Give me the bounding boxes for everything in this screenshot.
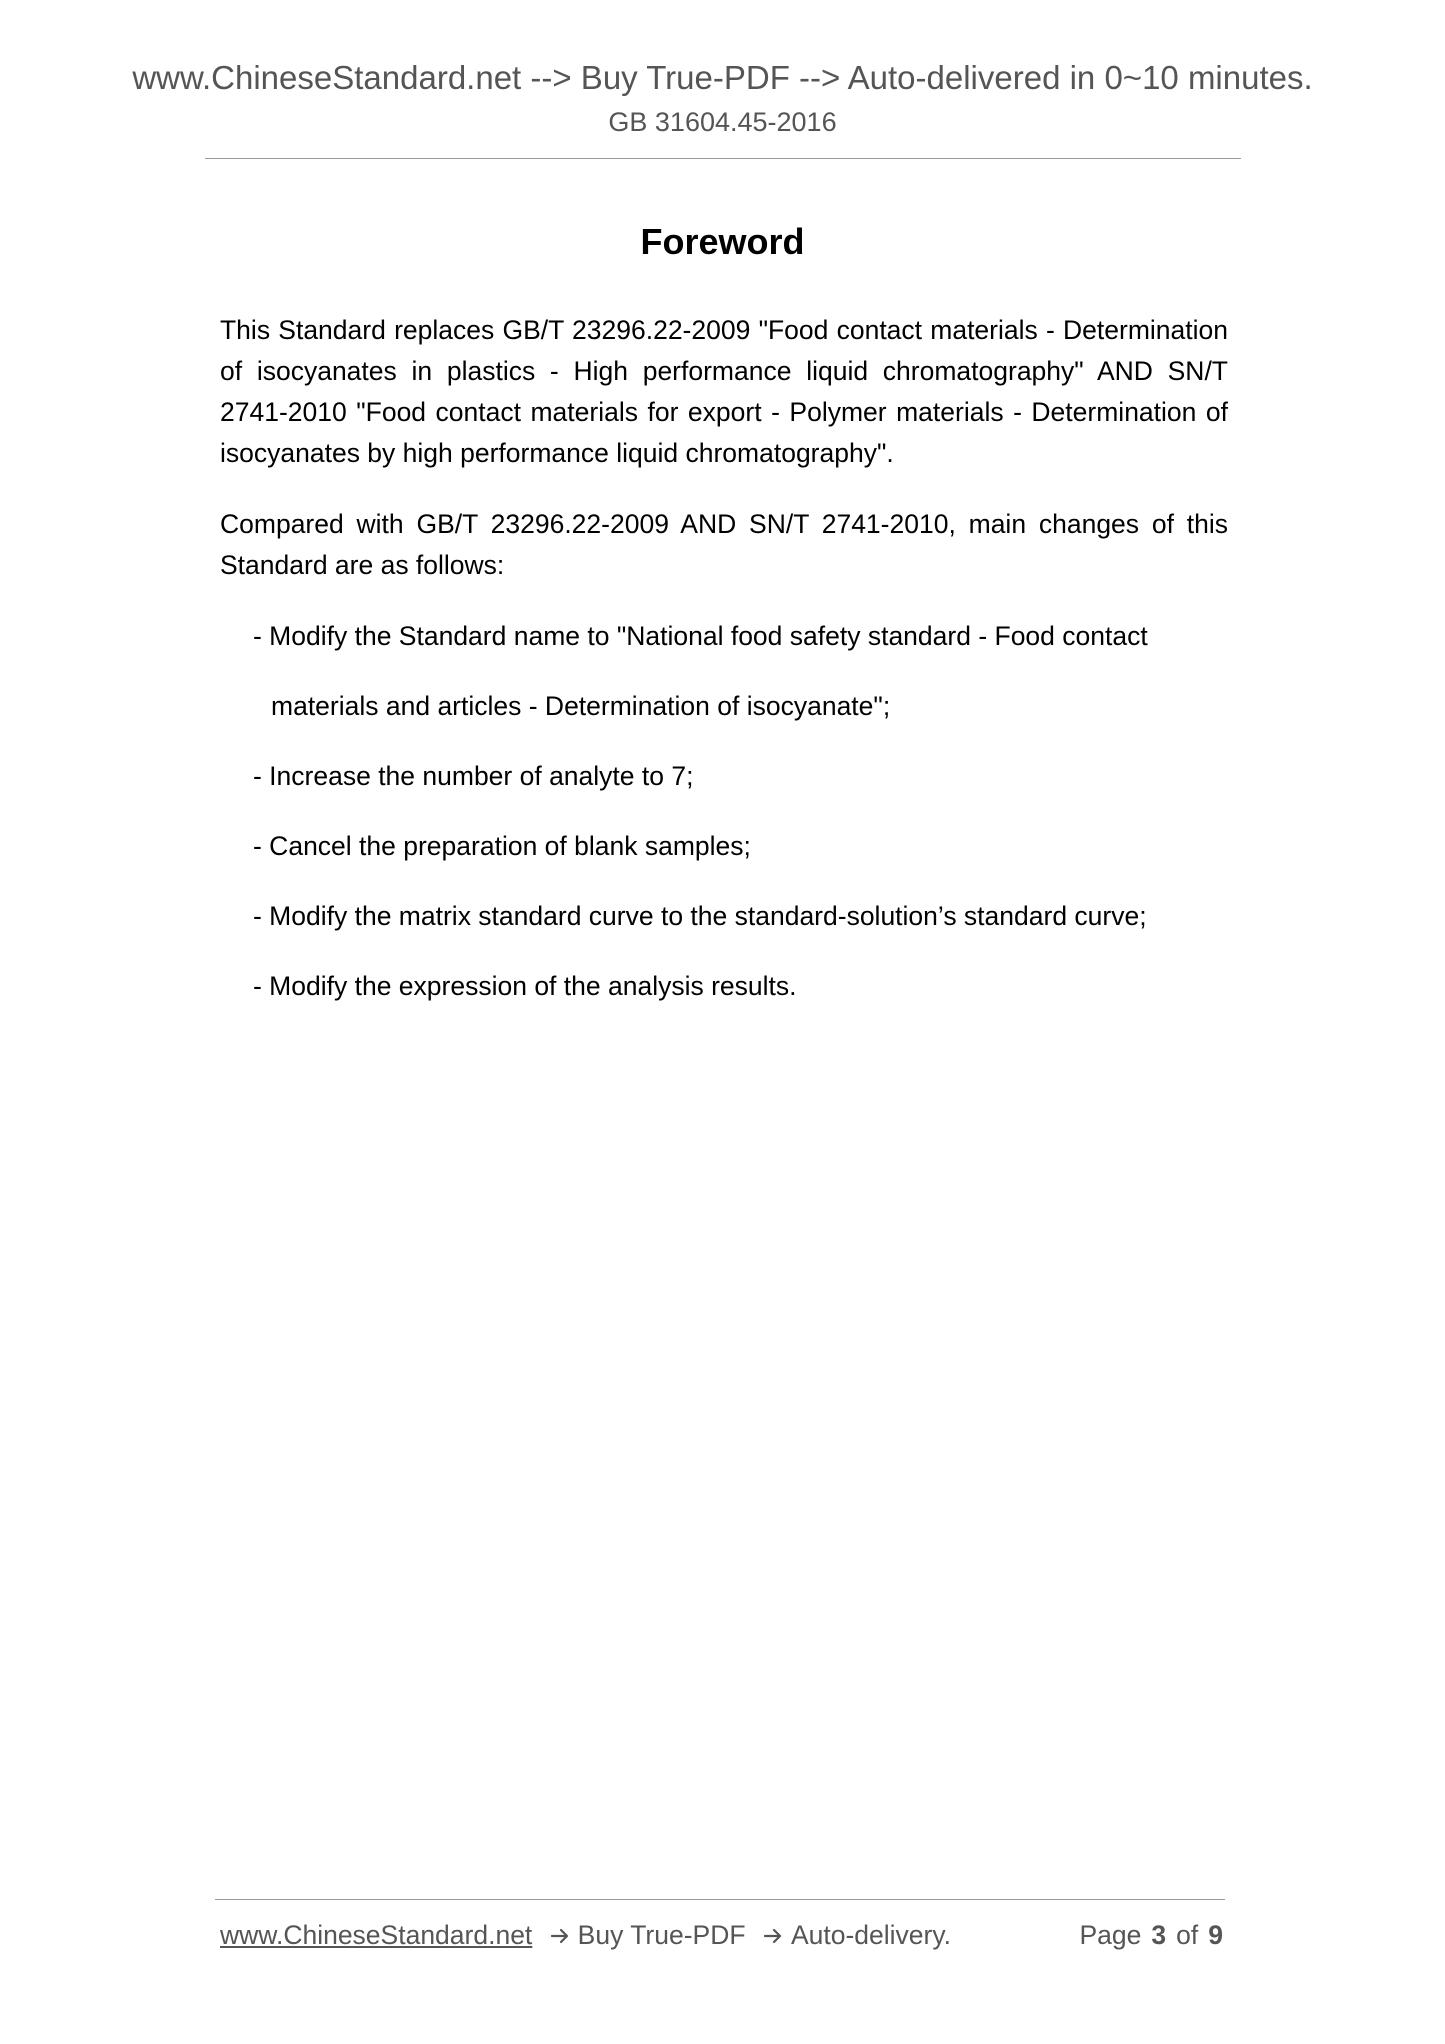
foreword-paragraph-1: This Standard replaces GB/T 23296.22-2009 "Food contact materials - Determination of isocyanates in plastics - High performance liquid chromatography" AND SN/T 2741-2010 "Food contact materials for export - Polymer materials - Determination of isocyanates by high performance liquid chromatography". <box>220 315 1228 468</box>
page-label: Page <box>1079 1920 1142 1950</box>
change-item-1: - Modify the Standard name to "National food safety standard - Food contact <box>253 621 1148 651</box>
change-item-1-continuation: materials and articles - Determination of isocyanate"; <box>271 691 891 721</box>
footer-divider <box>215 1899 1225 1900</box>
change-item-3: - Cancel the preparation of blank samples; <box>253 831 751 861</box>
page-indicator <box>1080 1918 1224 1952</box>
header-divider <box>205 158 1241 159</box>
header-banner: www.ChineseStandard.net --> Buy True-PDF --> Auto-delivered in 0~10 minutes. <box>132 59 1313 96</box>
page-total: 9 <box>1208 1920 1223 1950</box>
site-link[interactable]: www.ChineseStandard.net <box>220 1920 533 1950</box>
foreword-paragraph-2: Compared with GB/T 23296.22-2009 AND SN/T 2741-2010, main changes of this Standard are as follows: <box>220 509 1228 580</box>
footer-links <box>220 1918 951 1952</box>
change-item-5: - Modify the expression of the analysis results. <box>253 971 797 1001</box>
auto-delivery-text: Auto-delivery. <box>790 1920 951 1950</box>
buy-true-pdf-text: Buy True-PDF <box>577 1920 746 1950</box>
change-item-4: - Modify the matrix standard curve to the standard-solution’s standard curve; <box>253 901 1147 931</box>
arrow-right-icon <box>550 1926 570 1946</box>
page-of-label: of <box>1176 1920 1199 1950</box>
page-title: Foreword <box>640 221 805 262</box>
arrow-right-icon <box>763 1926 783 1946</box>
standard-code: GB 31604.45-2016 <box>608 107 837 137</box>
page-current: 3 <box>1151 1920 1167 1950</box>
change-item-2: - Increase the number of analyte to 7; <box>253 761 694 791</box>
